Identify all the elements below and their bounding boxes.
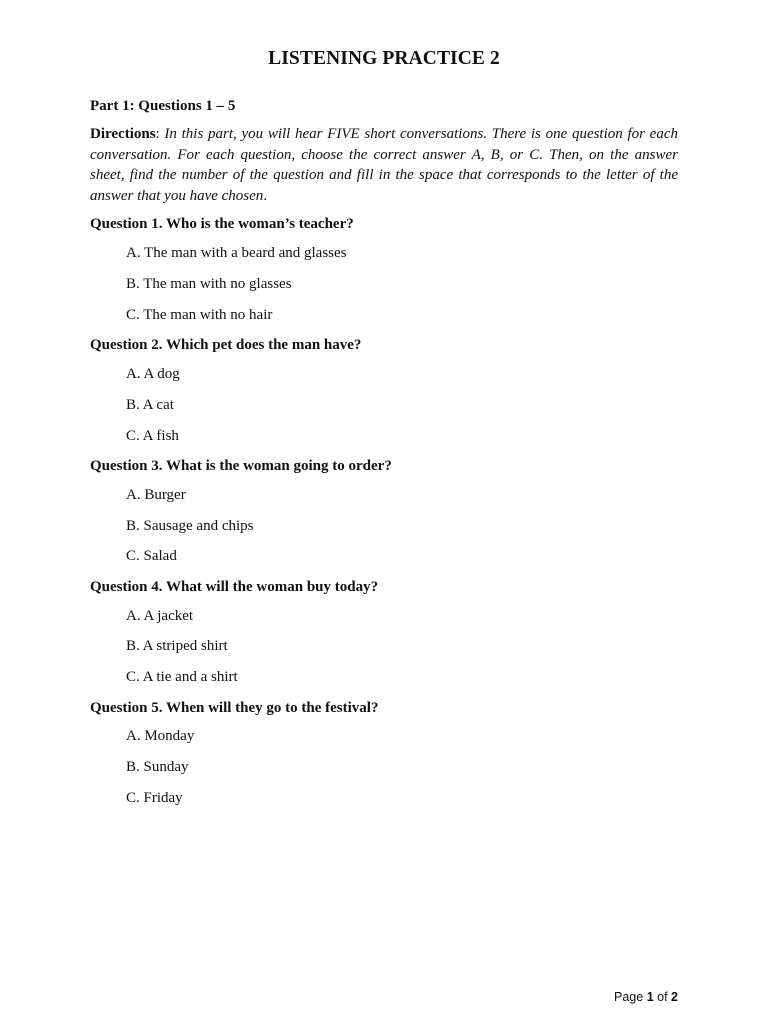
question-2: Question 2. Which pet does the man have? [90, 337, 362, 353]
question-3-option-a: A. Burger [126, 487, 186, 503]
footer-total-pages: 2 [671, 990, 678, 1004]
question-4-option-a: A. A jacket [126, 608, 194, 624]
question-1-option-c: C. The man with no hair [126, 307, 273, 323]
question-4-option-b: B. A striped shirt [126, 638, 228, 654]
question-3-option-c: C. Salad [126, 548, 177, 564]
directions-paragraph [90, 124, 678, 206]
question-2-option-a: A. A dog [126, 366, 180, 382]
directions-separator: : [155, 126, 165, 142]
question-4: Question 4. What will the woman buy today? [90, 579, 379, 595]
page-title: LISTENING PRACTICE 2 [268, 48, 500, 69]
part-heading: Part 1: Questions 1 – 5 [90, 98, 236, 114]
question-2-option-c: C. A fish [126, 428, 179, 444]
question-5-option-a: A. Monday [126, 728, 195, 744]
question-5-option-b: B. Sunday [126, 759, 189, 775]
question-5: Question 5. When will they go to the festival? [90, 700, 379, 716]
page-number-footer [614, 988, 678, 1006]
footer-current-page: 1 [646, 990, 654, 1004]
question-2-option-b: B. A cat [126, 397, 174, 413]
question-1-option-b: B. The man with no glasses [126, 276, 292, 292]
question-1-option-a: A. The man with a beard and glasses [126, 245, 347, 261]
question-5-option-c: C. Friday [126, 790, 183, 806]
question-4-option-c: C. A tie and a shirt [126, 669, 238, 685]
question-1: Question 1. Who is the woman’s teacher? [90, 216, 354, 232]
footer-of-word: of [657, 990, 668, 1004]
question-3-option-b: B. Sausage and chips [126, 518, 254, 534]
directions-text: In this part, you will hear FIVE short conversations. There is one question for each conversation. For each question, choose the correct answer A, B, or C. Then, on the answer sheet, find the number of the question and fill in the space that corresponds to the letter of the answer that you have chosen [90, 126, 678, 204]
directions-label: Directions [90, 126, 156, 142]
question-3: Question 3. What is the woman going to order? [90, 458, 392, 474]
directions-end: . [263, 187, 268, 204]
footer-page-word: Page [614, 990, 644, 1004]
